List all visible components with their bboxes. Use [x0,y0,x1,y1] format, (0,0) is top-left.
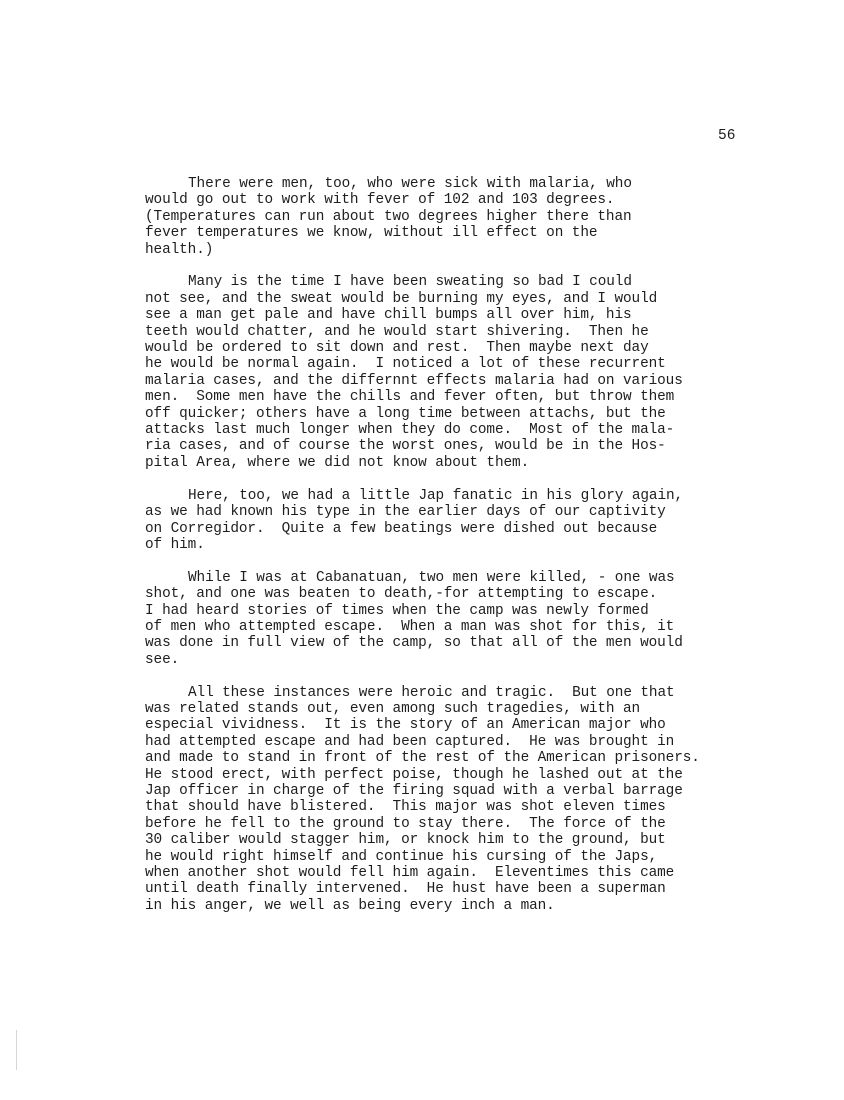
text-line: he would right himself and continue his cursing of the Japs, [145,848,658,865]
paragraph-2 [145,274,805,471]
paragraph-4 [145,570,805,668]
text-line: health.) [145,241,214,258]
text-line: He stood erect, with perfect poise, though he lashed out at the [145,766,683,783]
text-line: on Corregidor. Quite a few beatings were dished out because [145,520,658,537]
text-line: shot, and one was beaten to death,-for attempting to escape. [145,586,658,603]
text-line: that should have blistered. This major was shot eleven times [145,799,666,816]
text-line: ria cases, and of course the worst ones, would be in the Hos- [145,438,666,455]
text-line: see. [145,651,180,668]
body-text [145,176,805,931]
text-line: was related stands out, even among such tragedies, with an [145,700,641,717]
text-line: in his anger, we well as being every inch a man. [145,897,555,914]
scan-edge-mark [16,1030,17,1070]
text-line: of him. [145,536,205,553]
text-line: pital Area, where we did not know about them. [145,454,530,471]
text-line: he would be normal again. I noticed a lot of these recurrent [145,356,666,373]
text-line: Here, too, we had a little Jap fanatic in his glory again, [188,487,684,504]
text-line: (Temperatures can run about two degrees higher there than [145,208,632,225]
text-line: would go out to work with fever of 102 and 103 degrees. [145,192,615,209]
text-line: off quicker; others have a long time between attachs, but the [145,405,666,422]
text-line: Many is the time I have been sweating so bad I could [188,274,632,291]
paragraph-3 [145,488,805,554]
text-line: fever temperatures we know, without ill effect on the [145,225,598,242]
page-number: 56 [718,128,736,144]
text-line: Jap officer in charge of the firing squad with a verbal barrage [145,782,683,799]
text-line: had attempted escape and had been captured. He was brought in [145,733,675,750]
text-line: see a man get pale and have chill bumps all over him, his [145,307,632,324]
text-line: would be ordered to sit down and rest. Then maybe next day [145,340,649,357]
text-line: teeth would chatter, and he would start shivering. Then he [145,323,649,340]
text-line: While I was at Cabanatuan, two men were killed, - one was [188,569,675,586]
text-line: There were men, too, who were sick with malaria, who [188,176,632,192]
text-line: as we had known his type in the earlier days of our captivity [145,504,666,521]
text-line: men. Some men have the chills and fever often, but throw them [145,389,675,406]
paragraph-1 [145,176,805,258]
text-line: when another shot would fell him again. Eleventimes this came [145,865,675,881]
text-line: and made to stand in front of the rest of the American prisoners. [145,750,700,767]
text-line: attacks last much longer when they do come. Most of the mala- [145,422,675,439]
text-line: 30 caliber would stagger him, or knock him to the ground, but [145,832,666,849]
text-line: malaria cases, and the differnnt effects malaria had on various [145,372,683,389]
text-line: I had heard stories of times when the camp was newly formed [145,602,649,619]
text-line: not see, and the sweat would be burning my eyes, and I would [145,290,658,307]
text-line: All these instances were heroic and tragic. But one that [188,684,675,701]
text-line: of men who attempted escape. When a man was shot for this, it [145,618,675,635]
text-line: was done in full view of the camp, so that all of the men would [145,635,683,652]
text-line: before he fell to the ground to stay there. The force of the [145,815,666,832]
text-line: especial vividness. It is the story of an American major who [145,717,666,734]
paragraph-5 [145,685,805,915]
text-line: until death finally intervened. He hust have been a superman [145,881,666,898]
